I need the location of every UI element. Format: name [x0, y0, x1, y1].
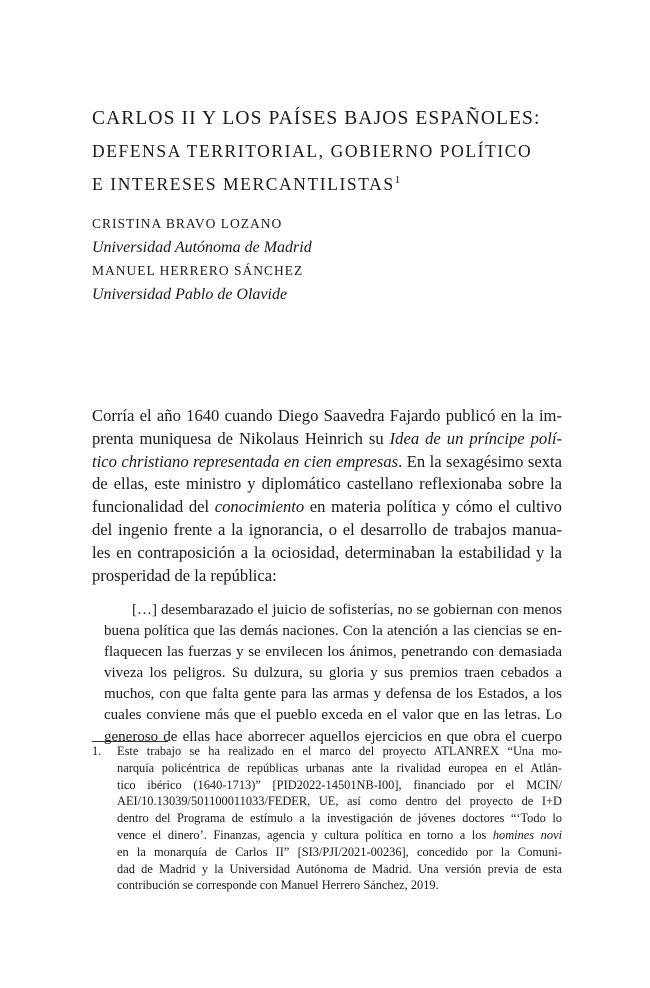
book-title-italic: Idea de un príncipe polí- — [389, 428, 562, 448]
footnote-line: AEI/10.13039/501100011033/FEDER, UE, así como dentro del proyecto de I+D — [117, 794, 562, 809]
chapter-title — [92, 102, 562, 201]
emphasis-italic: conocimiento — [214, 497, 305, 517]
title-line-3 — [92, 168, 562, 201]
footnote-number: 1. — [92, 744, 102, 758]
body-line: les en contraposición a la ociosidad, determinaban la estabilidad y la — [92, 542, 562, 562]
footnote-line — [117, 827, 562, 844]
author-affiliation: Universidad Autónoma de Madrid — [92, 238, 312, 256]
body-line: Corría el año 1640 cuando Diego Saavedra Fajardo publicó en la im- — [92, 406, 562, 425]
author-affiliation: Universidad Pablo de Olavide — [92, 285, 288, 303]
body-text-run: en materia política y cómo el cultivo — [304, 497, 562, 517]
footnote-line: tico ibérico (1640-1713)” [PID2022-14501NB-I00], financiado por el MCIN/ — [117, 777, 562, 792]
author-name: CRISTINA BRAVO LOZANO — [92, 216, 283, 231]
body-paragraph — [92, 405, 562, 587]
title-line-3-text: E INTERESES MERCANTILISTAS — [92, 174, 395, 194]
body-line — [92, 496, 562, 519]
emphasis-italic: homines novi — [492, 827, 563, 842]
footnote-line: narquía policéntrica de repúblicas urbanas ante la rivalidad europea en el Atlán- — [117, 760, 562, 775]
quote-line: flaquecen las fuerzas y se envilecen los ánimos, penetrando con demasiada — [104, 644, 562, 661]
footnote-text-run: vence el dinero’. Finanzas, agencia y cultura política en torno a los — [117, 827, 493, 842]
book-title-italic: tico christiano representada en cien empresas — [92, 451, 399, 471]
body-text-run: funcionalidad del — [92, 497, 215, 517]
quote-line: […] desembarazado el juicio de sofisterías, no se gobiernan con menos — [132, 602, 562, 618]
body-line: prosperidad de la república: — [92, 565, 277, 585]
footnote-separator — [92, 741, 168, 742]
body-text-run: . En la sexagésimo sexta — [398, 451, 562, 471]
footnote-line: en la monarquía de Carlos II” [SI3/PJI/2021-00236], concedido por la Comuni- — [117, 844, 562, 859]
title-line-1: CARLOS II Y LOS PAÍSES BAJOS ESPAÑOLES: — [92, 108, 541, 129]
block-quote — [104, 600, 562, 748]
quote-line: muchos, con que falta gente para las armas y defensa de los Estados, a los — [104, 686, 562, 703]
quote-line: viveza los peligros. Su dulzura, su gloria y sus premios traen cebados a — [104, 665, 562, 682]
footnote-line: Este trabajo se ha realizado en el marco del proyecto ATLANREX “Una mo- — [117, 744, 562, 758]
body-line: del ingenio frente a la ignorancia, o el desarrollo de trabajos manua- — [92, 519, 562, 539]
authors-block — [92, 212, 312, 306]
title-line-2: DEFENSA TERRITORIAL, GOBIERNO POLÍTICO — [92, 141, 533, 161]
body-line — [92, 428, 562, 451]
body-text-run: prenta muniquesa de Nikolaus Heinrich su — [92, 428, 390, 448]
footnote-body — [117, 743, 562, 894]
author-name: MANUEL HERRERO SÁNCHEZ — [92, 263, 304, 278]
footnote-line: dad de Madrid y la Universidad Autónoma de Madrid. Una versión previa de esta — [117, 861, 562, 876]
body-line: de ellas, este ministro y diplomático castellano reflexionaba sobre la — [92, 474, 562, 494]
title-footnote-ref[interactable]: 1 — [394, 174, 401, 186]
quote-line: buena política que las demás naciones. Con la atención a las ciencias se en- — [104, 623, 562, 640]
body-line — [92, 451, 562, 474]
footnote-line: dentro del Programa de estímulo a la investigación de jóvenes doctores “‘Todo lo — [117, 811, 562, 826]
quote-line: cuales conviene más que el pueblo exceda en el valor que en las letras. Lo — [104, 707, 562, 724]
quote-line: generoso de ellas hace aborrecer aquellos ejercicios en que obra el cuerpo — [104, 728, 562, 745]
footnote-line: contribución se corresponde con Manuel Herrero Sánchez, 2019. — [117, 878, 439, 893]
